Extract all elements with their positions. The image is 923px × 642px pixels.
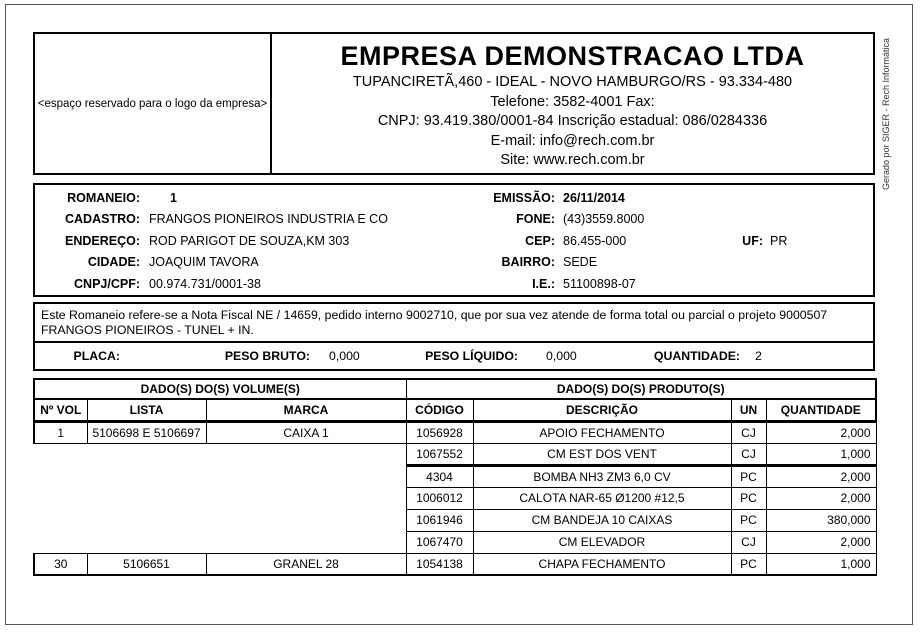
cell-quantidade: 2,000 [766, 531, 876, 553]
cell-lista: 5106651 [87, 553, 206, 575]
table-row [34, 509, 876, 531]
bairro-label: BAIRRO: [501, 255, 555, 270]
company-info [272, 34, 873, 173]
cell-descricao: CM EST DOS VENT [473, 443, 731, 465]
quantidade-label: QUANTIDADE: [653, 349, 740, 363]
cell-codigo: 1054138 [406, 553, 473, 575]
volumes-products-table [33, 378, 877, 576]
peso-bruto-value: 0,000 [329, 349, 360, 363]
peso-bruto-label: PESO BRUTO: [224, 349, 310, 363]
cell-un: PC [731, 465, 766, 487]
cell-codigo: 1061946 [406, 509, 473, 531]
col-header-quantidade: QUANTIDADE [766, 399, 876, 421]
cell-un: CJ [731, 421, 766, 443]
generated-by-note: Gerado por SIGER - Rech Informática [881, 37, 891, 190]
table-column-header-row [34, 399, 876, 421]
cell-descricao: CALOTA NAR-65 Ø1200 #12,5 [473, 487, 731, 509]
cell-quantidade: 1,000 [766, 443, 876, 465]
note-line: Este Romaneio refere-se a Nota Fiscal NE / 14659, pedido interno 9002710, que por sua vez atende de forma total ou parcial o projeto 9000507 [41, 308, 828, 322]
cell-vol: 30 [34, 553, 87, 575]
cep-value: 86.455-000 [563, 233, 627, 248]
cell-descricao: BOMBA NH3 ZM3 6,0 CV [473, 465, 731, 487]
endereco-label: ENDEREÇO: [64, 233, 140, 248]
cadastro-label: CADASTRO: [65, 212, 140, 227]
volume-empty-cell [34, 509, 406, 531]
cnpj-cpf-label: CNPJ/CPF: [74, 276, 140, 291]
cell-quantidade: 380,000 [766, 509, 876, 531]
company-name: EMPRESA DEMONSTRACAO LTDA [340, 41, 805, 71]
volumes-group-header: DADO(S) DO(S) VOLUME(S) [34, 379, 406, 399]
peso-liquido-label: PESO LÍQUIDO: [425, 349, 518, 363]
volume-empty-cell [34, 487, 406, 509]
ie-value: 51100898-07 [563, 276, 636, 291]
cell-quantidade: 2,000 [766, 487, 876, 509]
cell-quantidade: 2,000 [766, 421, 876, 443]
cell-un: PC [731, 509, 766, 531]
cell-codigo: 1067552 [406, 443, 473, 465]
table-row [34, 465, 876, 487]
volume-empty-cell [34, 465, 406, 487]
peso-liquido-value: 0,000 [546, 349, 577, 363]
table-group-header-row [34, 379, 876, 399]
table-row [34, 487, 876, 509]
bairro-value: SEDE [563, 255, 598, 270]
detail-row [35, 252, 873, 273]
cnpj-cpf-value: 00.974.731/0001-38 [149, 276, 261, 291]
logo-placeholder-text: <espaço reservado para o logo da empresa> [37, 97, 268, 110]
produtos-group-header: DADO(S) DO(S) PRODUTO(S) [406, 379, 876, 399]
document-header [33, 32, 875, 175]
cell-quantidade: 2,000 [766, 465, 876, 487]
placa-label: PLACA: [73, 349, 120, 363]
cidade-value: JOAQUIM TAVORA [149, 255, 259, 270]
cell-descricao: CHAPA FECHAMENTO [473, 553, 731, 575]
company-phone: Telefone: 3582-4001 Fax: [490, 93, 655, 110]
uf-value: PR [770, 233, 788, 248]
cell-un: CJ [731, 531, 766, 553]
cell-marca: CAIXA 1 [206, 421, 406, 443]
company-logo-placeholder [35, 34, 272, 173]
cell-vol: 1 [34, 421, 87, 443]
emissao-label: EMISSÃO: [493, 191, 555, 205]
cell-un: CJ [731, 443, 766, 465]
col-header-codigo: CÓDIGO [406, 399, 473, 421]
table-row [34, 421, 876, 443]
company-cnpj: CNPJ: 93.419.380/0001-84 Inscrição estadual: 086/0284336 [377, 113, 768, 129]
details-section [33, 183, 875, 297]
cell-quantidade: 1,000 [766, 553, 876, 575]
col-header-marca: MARCA [206, 399, 406, 421]
cell-descricao: CM BANDEJA 10 CAIXAS [473, 509, 731, 531]
quantidade-value: 2 [755, 349, 762, 363]
cell-descricao: CM ELEVADOR [473, 531, 731, 553]
detail-row [35, 231, 873, 252]
cell-codigo: 4304 [406, 465, 473, 487]
romaneio-label: ROMANEIO: [67, 191, 140, 205]
detail-row [35, 209, 873, 230]
cell-un: PC [731, 553, 766, 575]
summary-section [33, 341, 875, 371]
emissao-value: 26/11/2014 [563, 191, 625, 205]
table-row [34, 553, 876, 575]
company-email: E-mail: info@rech.com.br [490, 132, 655, 149]
ie-label: I.E.: [532, 276, 555, 291]
table-row [34, 443, 876, 465]
volume-empty-cell [34, 443, 406, 465]
volume-empty-cell [34, 531, 406, 553]
col-header-vol: Nº VOL [34, 399, 87, 421]
romaneio-value: 1 [170, 191, 177, 205]
company-site: Site: www.rech.com.br [500, 152, 645, 168]
cell-codigo: 1067470 [406, 531, 473, 553]
note-section [33, 302, 875, 343]
table-row [34, 531, 876, 553]
cep-label: CEP: [525, 233, 555, 248]
cidade-label: CIDADE: [87, 255, 140, 270]
cell-codigo: 1056928 [406, 421, 473, 443]
detail-row [35, 274, 873, 295]
cell-codigo: 1006012 [406, 487, 473, 509]
cell-descricao: APOIO FECHAMENTO [473, 421, 731, 443]
cell-lista: 5106698 E 5106697 [87, 421, 206, 443]
col-header-un: UN [731, 399, 766, 421]
fone-value: (43)3559.8000 [563, 212, 645, 227]
note-line: FRANGOS PIONEIROS - TUNEL + IN. [41, 322, 254, 337]
company-address: TUPANCIRETÃ,460 - IDEAL - NOVO HAMBURGO/RS - 93.334-480 [352, 74, 793, 90]
endereco-value: ROD PARIGOT DE SOUZA,KM 303 [149, 233, 350, 248]
uf-label: UF: [742, 233, 763, 248]
cell-un: PC [731, 487, 766, 509]
cadastro-value: FRANGOS PIONEIROS INDUSTRIA E CO [149, 212, 388, 227]
col-header-descricao: DESCRIÇÃO [473, 399, 731, 421]
col-header-lista: LISTA [87, 399, 206, 421]
cell-marca: GRANEL 28 [206, 553, 406, 575]
fone-label: FONE: [516, 212, 555, 227]
detail-row [35, 188, 873, 209]
